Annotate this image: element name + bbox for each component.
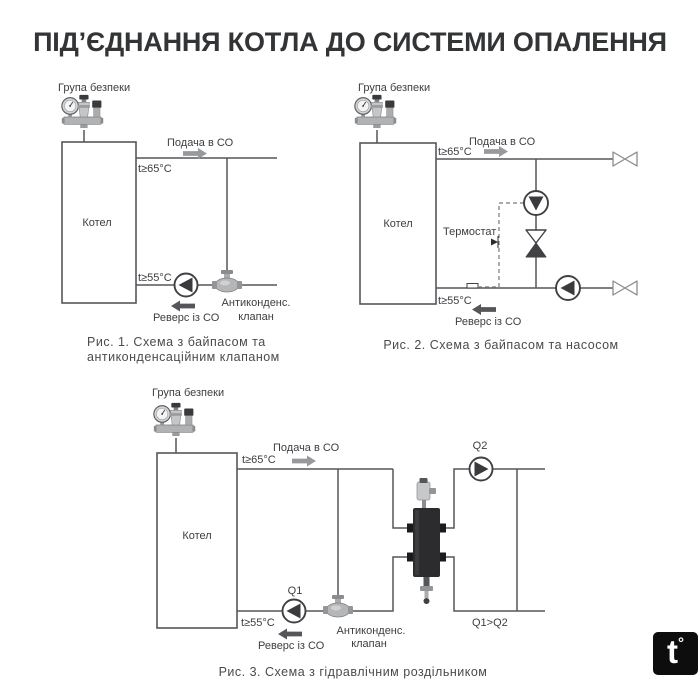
shutoff-valve-icon xyxy=(613,281,637,295)
pump-icon xyxy=(556,276,580,300)
supply-temp: t≥65°C xyxy=(242,454,276,466)
supply-label: Подача в СО xyxy=(469,136,536,148)
supply-label: Подача в СО xyxy=(167,137,234,149)
figure-caption-line2: антиконденсаційним клапаном xyxy=(87,350,280,364)
thermostat-sensor xyxy=(467,284,478,289)
brand-logo xyxy=(653,632,698,675)
safety-group-label: Група безпеки xyxy=(58,82,131,94)
safety-group-label: Група безпеки xyxy=(152,387,225,399)
reverse-arrow-icon xyxy=(171,301,195,312)
secondary-supply-pipe xyxy=(444,469,545,528)
figure-caption: Рис. 3. Схема з гідравлічним роздільником xyxy=(218,665,488,679)
supply-temp: t≥65°C xyxy=(138,163,172,175)
return-temp: t≥55°C xyxy=(138,272,172,284)
flow-note: Q1>Q2 xyxy=(472,617,508,629)
anticondensation-valve-icon xyxy=(323,595,353,617)
reverse-arrow-icon xyxy=(472,304,496,315)
page-title: ПІД’ЄДНАННЯ КОТЛА ДО СИСТЕМИ ОПАЛЕННЯ xyxy=(33,27,667,57)
reverse-label: Реверс із СО xyxy=(153,312,220,324)
supply-temp: t≥65°C xyxy=(438,146,472,158)
supply-label: Подача в СО xyxy=(273,442,340,454)
hydraulic-separator-icon xyxy=(407,478,446,604)
figure-caption: Рис. 2. Схема з байпасом та насосом xyxy=(383,338,619,352)
reverse-label: Реверс із СО xyxy=(455,316,522,328)
pump-icon xyxy=(175,274,198,297)
boiler-label: Котел xyxy=(82,217,112,229)
logo-letter: t xyxy=(667,633,678,670)
check-valve-icon xyxy=(526,230,546,257)
boiler-label: Котел xyxy=(182,530,212,542)
valve-label-line2: клапан xyxy=(351,638,387,650)
valve-label-line2: клапан xyxy=(238,311,274,323)
shutoff-valve-icon xyxy=(613,152,637,166)
safety-group-icon xyxy=(355,95,396,128)
pump2-label: Q2 xyxy=(472,440,488,452)
return-temp: t≥55°C xyxy=(241,617,275,629)
secondary-return-pipe xyxy=(444,557,545,611)
figure-caption-line1: Рис. 1. Схема з байпасом та xyxy=(87,335,266,349)
pump-icon xyxy=(283,600,306,623)
logo-degree-mark: ° xyxy=(678,635,684,652)
supply-arrow-icon xyxy=(292,456,316,467)
figure-1-diagram xyxy=(40,75,340,375)
safety-group-label: Група безпеки xyxy=(358,82,431,94)
figure-2-diagram xyxy=(340,75,660,375)
supply-to-separator-pipe xyxy=(393,469,409,528)
safety-group-icon xyxy=(62,95,103,128)
pump1-label: Q1 xyxy=(287,585,303,597)
reverse-arrow-icon xyxy=(278,629,302,640)
thermostat-label: Термостат xyxy=(443,226,497,238)
reverse-label: Реверс із СО xyxy=(258,640,325,652)
return-temp: t≥55°C xyxy=(438,295,472,307)
safety-group-icon xyxy=(154,403,195,436)
boiler-label: Котел xyxy=(383,218,413,230)
valve-label-line1: Антиконденс. xyxy=(221,297,291,309)
valve-label-line1: Антиконденс. xyxy=(336,625,406,637)
anticondensation-valve-icon xyxy=(212,270,242,292)
figure-3-diagram xyxy=(130,385,570,700)
pump-icon xyxy=(470,458,493,481)
thermostat-dashed-line xyxy=(479,203,524,287)
pump-icon xyxy=(524,191,548,215)
return-from-separator-pipe xyxy=(237,557,409,611)
